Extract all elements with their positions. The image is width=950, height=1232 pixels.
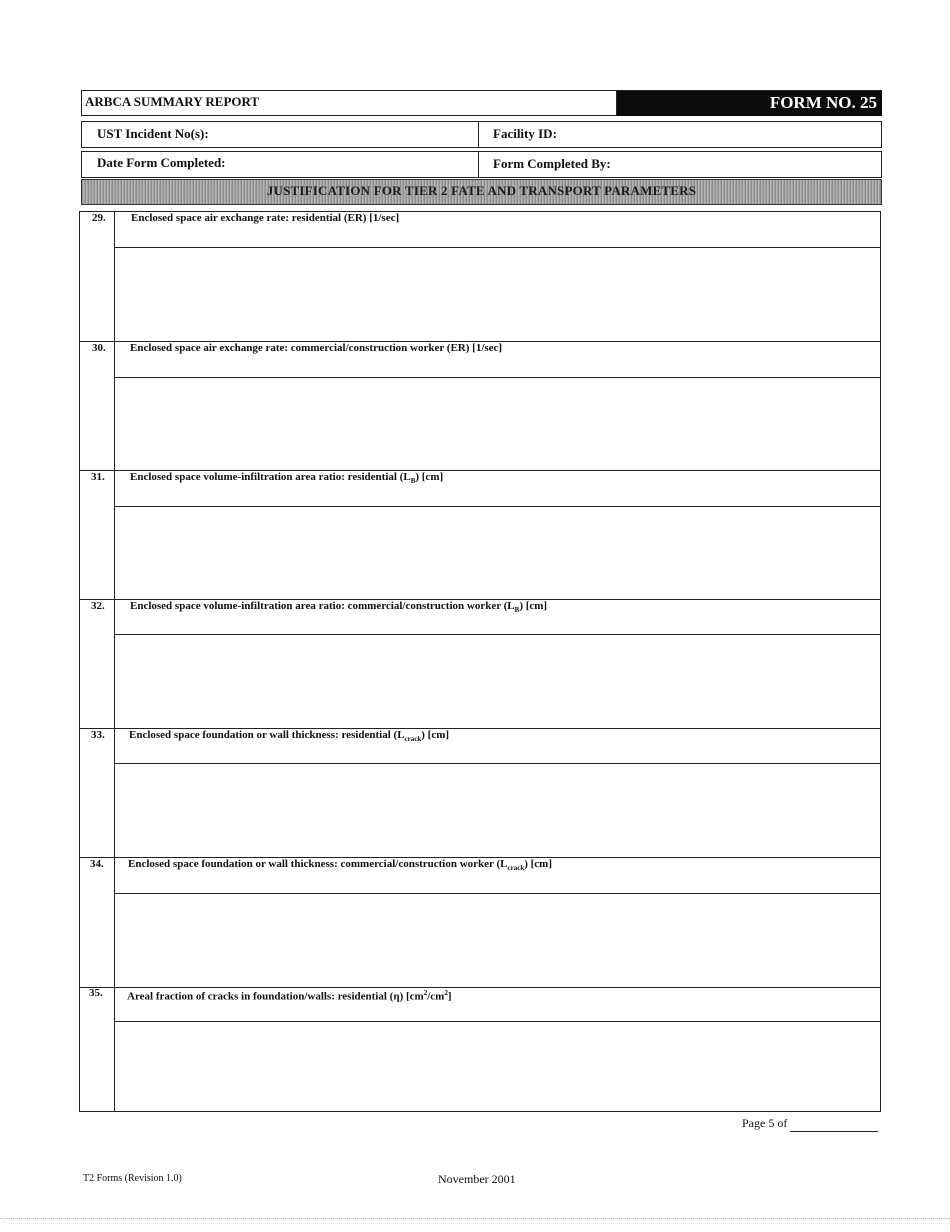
section-title: JUSTIFICATION FOR TIER 2 FATE AND TRANSPORT PARAMETERS [266, 183, 697, 198]
response-area[interactable] [115, 635, 880, 728]
item-number: 29. [92, 212, 106, 224]
response-area[interactable] [115, 764, 880, 857]
item-number: 35. [89, 987, 103, 999]
item-number: 32. [91, 600, 105, 612]
ust-incident-label: UST Incident No(s): [97, 126, 209, 141]
response-area[interactable] [115, 378, 880, 470]
item-label: Enclosed space volume-infiltration area ratio: residential $(L_B)$ [cm] [130, 471, 444, 486]
item-label: Enclosed space foundation or wall thickness: residential $(L_{crack})$ [cm] [129, 729, 450, 744]
header-divider [616, 90, 617, 116]
item-number: 34. [90, 858, 104, 870]
item-label: Areal fraction of cracks in foundation/walls: residential (η) $[cm^2/cm^2]$ [127, 989, 452, 1003]
report-title: ARBCA SUMMARY REPORT [85, 94, 260, 109]
facility-id-label: Facility ID: [493, 126, 557, 141]
incident-row [81, 121, 882, 148]
form-number: FORM NO. 25 [769, 93, 877, 112]
form-number-badge [616, 91, 882, 116]
report-header [81, 90, 882, 116]
completed-by-label: Form Completed By: [493, 156, 611, 171]
item-label: Enclosed space air exchange rate: commercial/construction worker (ER) [1/sec] [130, 342, 503, 354]
section-banner [81, 179, 882, 205]
item-number: 31. [91, 471, 105, 483]
page-total-blank[interactable] [790, 1131, 878, 1132]
item-number: 30. [92, 342, 106, 354]
date-completed-label: Date Form Completed: [97, 155, 226, 170]
item-separator [80, 987, 881, 988]
footer-revision: T2 Forms (Revision 1.0) [83, 1173, 182, 1184]
scan-edge-line [0, 1218, 950, 1219]
completion-row [81, 151, 882, 178]
incident-row-divider [478, 122, 479, 147]
item-number: 33. [91, 729, 105, 741]
item-label: Enclosed space foundation or wall thickness: commercial/construction worker $(L_{crack})$ [cm] [128, 858, 553, 873]
response-area[interactable] [115, 507, 880, 599]
response-area[interactable] [115, 894, 880, 987]
response-area[interactable] [115, 1022, 880, 1111]
response-area[interactable] [115, 248, 880, 341]
item-label: Enclosed space volume-infiltration area ratio: commercial/construction worker $(L_B)$ [cm] [130, 600, 548, 615]
page-label: Page 5 of [742, 1116, 788, 1130]
completion-row-divider [478, 152, 479, 177]
footer-date: November 2001 [438, 1172, 516, 1186]
item-label: Enclosed space air exchange rate: residential (ER) [1/sec] [131, 212, 400, 224]
